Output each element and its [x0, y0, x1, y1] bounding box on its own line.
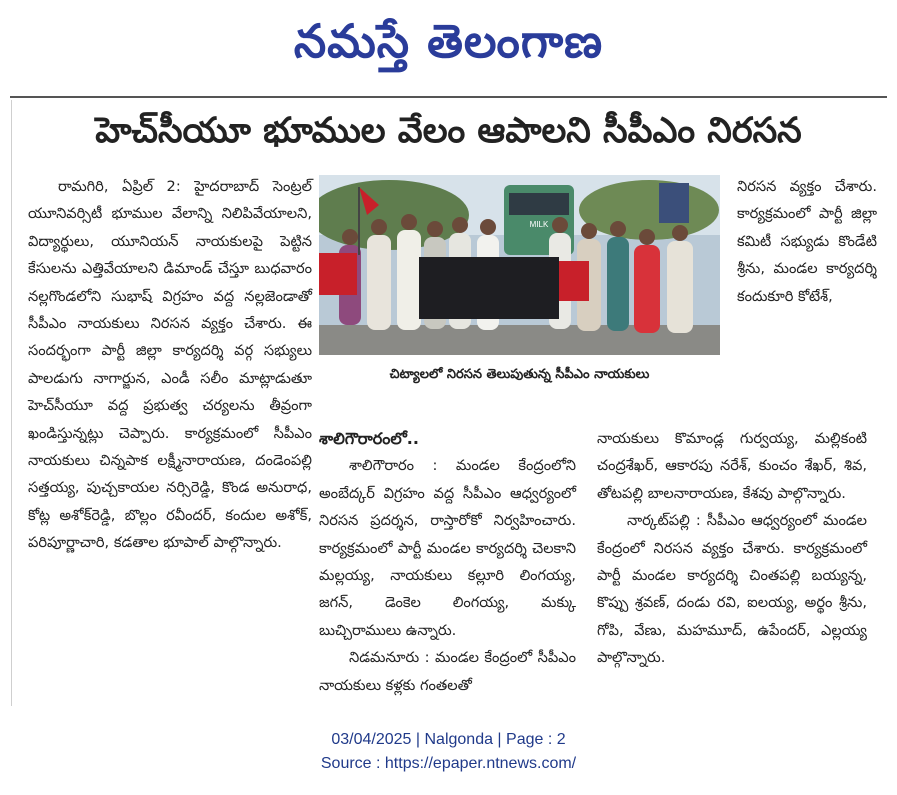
protest-photo-illustration: [319, 175, 720, 355]
article-paragraph: శాలిగౌరారం : మండల కేంద్రంలోని అంబేద్కర్ విగ్రహం వద్ద సీపీఎం ఆధ్వర్యంలో నిరసన ప్రదర్శన, రాస్తారోకో నిర్వహించారు. కార్యక్రమంలో పార్టీ మండల కార్యదర్శి చెలకాని మల్లయ్య, నాయకులు కల్లూరి లింగయ్య, జగన్, డెంకెల లింగయ్య, మక్కు బుచ్చిరాములు ఉన్నారు.: [319, 457, 576, 639]
article-paragraph: నాయకులు కొమాండ్ల గుర్వయ్య, మల్లికంటి చంద్రశేఖర్, ఆకారపు నరేశ్, కుంచం శేఖర్, శివ, తోటపల్లి బాలనారాయణ, కేశవు పాల్గొన్నారు.: [597, 430, 867, 502]
page-footer: [0, 728, 897, 776]
protest-photo: [319, 175, 720, 355]
article-column-3-top: [737, 173, 877, 310]
article-paragraph: నిడమనూరు : మండల కేంద్రంలో సీపీఎం నాయకులు కళ్లకు గంతలతో: [319, 649, 576, 694]
article-column-3-bottom: [597, 425, 867, 672]
newspaper-masthead: [0, 0, 897, 84]
footer-date-edition: 03/04/2025 | Nalgonda | Page : 2: [331, 731, 566, 748]
masthead-title: నమస్తే తెలంగాణ: [293, 14, 604, 68]
photo-caption: చిట్యాలలో నిరసన తెలుపుతున్న సీపీఎం నాయకులు: [389, 367, 650, 382]
article-paragraph: నార్కట్‌పల్లి : సీపీఎం ఆధ్వర్యంలో మండల కేంద్రంలో నిరసన వ్యక్తం చేశారు. కార్యక్రమంలో పార్టీ మండల కార్యదర్శి చింతపల్లి బయ్యన్న, కొప్పు శ్రవణ్, దండు రవి, ఐలయ్య, అర్థం శ్రీను, గోపి, వేణు, మహమూద్, ఉపేందర్, ఎల్లయ్య పాల్గొన్నారు.: [597, 512, 867, 667]
footer-source-link[interactable]: Source : https://epaper.ntnews.com/: [320, 755, 577, 772]
article-paragraph: నిరసన వ్యక్తం చేశారు. కార్యక్రమంలో పార్టీ జిల్లా కమిటీ సభ్యుడు కొండేటి శ్రీను, మండల కార్యదర్శి కందుకూరి కోటేశ్,: [737, 178, 877, 305]
bus-sign: MILK: [529, 220, 549, 229]
article-column-1: [28, 173, 312, 557]
section-subhead: శాలిగౌరారంలో..: [319, 429, 419, 448]
left-divider: [11, 100, 12, 706]
article-paragraph: రామగిరి, ఏప్రిల్ 2: హైదరాబాద్ సెంట్రల్ యూనివర్సిటీ భూముల వేలాన్ని నిలిపివేయాలని, విద్యార్థులు, యూనియన్ నాయకులపై పెట్టిన కేసులను ఎత్తివేయాలని డిమాండ్ చేస్తూ బుధవారం నల్లగొండలోని సుభాష్ విగ్రహం వద్ద నల్లజెండాతో సీపీఎం నాయకులు నిరసన వ్యక్తం చేశారు. ఈ సందర్భంగా పార్టీ జిల్లా కార్యదర్శి వర్గ సభ్యులు పాలడుగు నాగార్జున, ఎండీ సలీం మాట్లాడుతూ హెచ్‌సీయూ వద్ద ప్రభుత్వ చర్యలను తీవ్రంగా ఖండిస్తున్నట్లు చెప్పారు. కార్యక్రమంలో సీపీఎం నాయకులు చిన్నపాక లక్ష్మీనారాయణ, దండెంపల్లి సత్తయ్య, పుచ్చకాయల నర్సిరెడ్డి, కొండ అనురాధ, కోట్ల అశోక్‌రెడ్డి, బొల్లం రవీందర్, కందుల అశోక్, పరిపూర్ణాచారి, కడతాల భూపాల్ పాల్గొన్నారు.: [28, 178, 312, 552]
article-column-2: [319, 425, 576, 699]
article-headline: హెచ్‌సీయూ భూముల వేలం ఆపాలని సీపీఎం నిరసన: [10, 96, 887, 164]
